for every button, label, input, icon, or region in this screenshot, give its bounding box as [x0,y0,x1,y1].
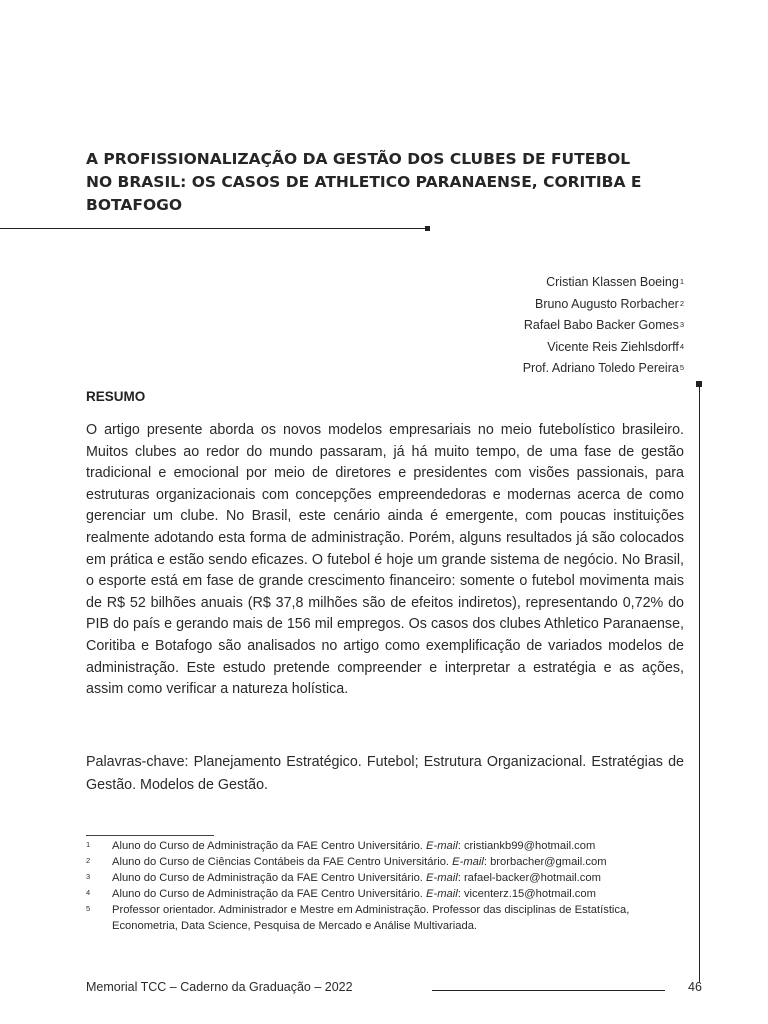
footnote: 3 Aluno do Curso de Administração da FAE Centro Universitário. E-mail: rafael-backer@hotmail.com [86,870,686,886]
author: Prof. Adriano Toledo Pereira$^5$ [522,361,684,375]
author-footnote-ref: 1 [679,277,684,286]
footnote-number: 5 [86,904,91,913]
email-label: E-mail [426,888,458,900]
keywords: Palavras-chave: Planejamento Estratégico. Futebol; Estrutura Organizacional. Estratégias de Gestão. Modelos de Gestão. [86,754,684,793]
title-line: NO BRASIL: OS CASOS DE ATHLETICO PARANAENSE, CORITIBA E [86,173,642,191]
page-number: 46 [688,980,702,994]
author: Vicente Reis Ziehlsdorff$^4$ [547,339,684,354]
title-divider-marker [425,226,430,231]
abstract-text: O artigo presente aborda os novos modelos empresariais no meio futebolístico brasileiro. Muitos clubes ao redor do mundo passaram, já há muito tempo, de uma fase de gestão tradicional e emocional por meio de diretores e presidentes com visões passionais, para estruturas organizacionais com concepções empreendedoras e modernas acerca de como gerenciar um clube. No Brasil, este cenário ainda é emergente, com poucas instituições realmente adotando esta forma de administração. Porém, alguns resultados já são colocados em prática e estão sendo eficazes. O futebol é hoje um grande sistema de negócio. No Brasil, o esporte está em fase de grande crescimento financeiro: somente o futebol movimenta mais de R$ 52 bilhões anuais (R$ 37,8 milhões são de efeitos indiretos), representando 0,72% do PIB do país e gerando mais de 156 mil empregos. Os casos dos clubes Athletico Paranaense, Coritiba e Botafogo são analisados no artigo como exemplificação de variados modelos de administração. Este estudo pretende compreender e interpretar a estratégia e as ações, assim como verificar a natureza holística. [86,422,684,698]
email-address: : cristiankb99@hotmail.com [457,840,596,852]
article-title [86,148,666,217]
email-label: E-mail [426,872,458,884]
abstract-heading: RESUMO [86,389,146,404]
author-list [523,272,684,380]
author: Bruno Augusto Rorbacher$^2$ [534,296,684,311]
email-address: : brorbacher@gmail.com [483,856,607,868]
email-label: E-mail [452,856,484,868]
footnote: 4 Aluno do Curso de Administração da FAE Centro Universitário. E-mail: vicenterz.15@hotmail.com [86,886,686,902]
author: Cristian Klassen Boeing$^1$ [546,275,684,289]
footnote: 5 Professor orientador. Administrador e Mestre em Administração. Professor das disciplinas de Estatística, Econometria, Data Science, Pesquisa de Mercado e Análise Multivariada. [86,902,686,934]
title-line: BOTAFOGO [86,196,183,214]
footer-publication: Memorial TCC – Caderno da Graduação – 2022 [86,980,353,994]
footnotes [86,838,686,934]
title-divider [0,228,426,229]
email-address: : rafael-backer@hotmail.com [457,872,601,884]
footer-divider [432,990,665,991]
email-label: E-mail [426,840,458,852]
author-footnote-ref: 2 [679,298,684,308]
author-footnote-ref: 3 [679,320,684,329]
footnote-number: 3 [86,872,91,881]
author: Rafael Babo Backer Gomes$^3$ [523,318,684,332]
footnote: 2 Aluno do Curso de Ciências Contábeis da FAE Centro Universitário. E-mail: brorbacher@gmail.com [86,854,686,870]
footnote-number: 1 [86,840,91,849]
title-line: A PROFISSIONALIZAÇÃO DA GESTÃO DOS CLUBES DE FUTEBOL [86,150,631,168]
side-rule [699,386,700,982]
footnote-number: 4 [86,888,91,897]
email-address: : vicenterz.15@hotmail.com [457,888,596,900]
footnote-number: 2 [86,856,91,865]
author-footnote-ref: 4 [679,341,684,351]
footnote-divider [86,835,214,836]
footnote: 1 Aluno do Curso de Administração da FAE Centro Universitário. E-mail: cristiankb99@hotmail.com [86,838,686,854]
author-footnote-ref: 5 [679,363,684,372]
